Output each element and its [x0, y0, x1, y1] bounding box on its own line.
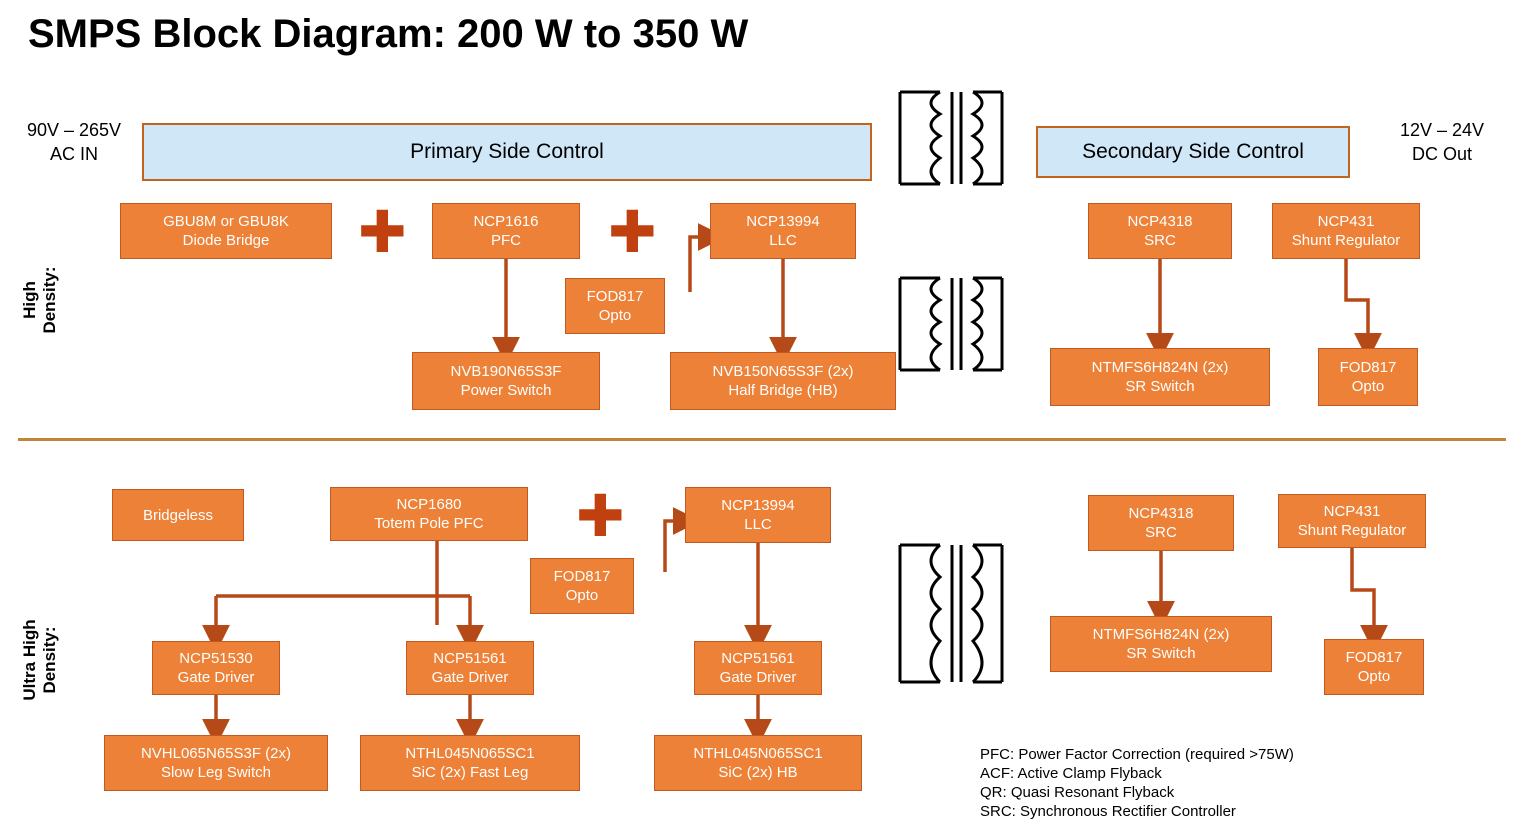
block-line2: Gate Driver — [719, 669, 797, 686]
plus-icon-row1-b: ✚ — [608, 198, 657, 266]
block-half-bridge[interactable] — [670, 352, 896, 410]
block-shunt-regulator[interactable] — [1272, 203, 1420, 259]
block-opto-secondary[interactable] — [1318, 348, 1418, 406]
block-line1: NCP1680 — [396, 496, 462, 513]
block-shunt-regulator-2[interactable] — [1278, 494, 1426, 548]
block-line1: NCP4318 — [1128, 505, 1194, 522]
block-line2: Shunt Regulator — [1291, 232, 1401, 249]
block-line2: Gate Driver — [177, 669, 255, 686]
block-line1: NCP1616 — [473, 213, 539, 230]
block-line1: FOD817 — [553, 568, 611, 585]
block-line2: Shunt Regulator — [1297, 522, 1407, 539]
block-bridgeless[interactable] — [112, 489, 244, 541]
row2-label-line2: Density: — [40, 626, 59, 694]
legend — [980, 745, 1294, 821]
block-line2: Power Switch — [460, 382, 552, 399]
row-label-ultra-high-density — [20, 580, 60, 740]
block-line2: SiC (2x) Fast Leg — [411, 764, 529, 781]
block-pfc-controller[interactable] — [432, 203, 580, 259]
block-line1: NCP431 — [1323, 503, 1381, 520]
block-line2: SRC — [1145, 524, 1177, 541]
block-line2: Diode Bridge — [182, 232, 270, 249]
block-line1: NVB190N65S3F — [450, 363, 562, 380]
block-totem-pole-pfc[interactable] — [330, 487, 528, 541]
secondary-side-control[interactable]: Secondary Side Control — [1036, 126, 1350, 178]
block-line1: FOD817 — [1345, 649, 1403, 666]
legend-item-qr: QR: Quasi Resonant Flyback — [980, 784, 1175, 801]
output-label-line1: 12V – 24V — [1399, 120, 1485, 140]
plus-icon-row1-a: ✚ — [358, 198, 407, 266]
legend-item-pfc: PFC: Power Factor Correction (required >75W) — [980, 746, 1294, 763]
block-line2: Gate Driver — [431, 669, 509, 686]
block-line2: Totem Pole PFC — [374, 515, 484, 532]
block-src-controller-2[interactable] — [1088, 495, 1234, 551]
block-line2: Opto — [565, 587, 599, 604]
block-line2: SR Switch — [1126, 645, 1196, 662]
row1-label-line1: High — [20, 281, 39, 319]
block-line1: GBU8M or GBU8K — [163, 213, 289, 230]
row1-label-line2: Density: — [40, 266, 59, 334]
block-line1: NCP4318 — [1127, 213, 1193, 230]
primary-side-control[interactable]: Primary Side Control — [142, 123, 872, 181]
section-divider — [18, 438, 1506, 441]
block-line1: NCP51561 — [721, 650, 795, 667]
block-line1: NCP13994 — [746, 213, 820, 230]
block-line2: PFC — [491, 232, 521, 249]
block-line2: Opto — [1351, 378, 1385, 395]
block-line1: FOD817 — [586, 288, 644, 305]
block-llc-controller-2[interactable] — [685, 487, 831, 543]
block-line1: Bridgeless — [142, 506, 214, 524]
block-llc-controller[interactable] — [710, 203, 856, 259]
plus-icon-row2: ✚ — [576, 482, 625, 550]
block-line2: Opto — [1357, 668, 1391, 685]
input-label-line2: AC IN — [49, 144, 98, 164]
block-line1: NCP13994 — [721, 497, 795, 514]
input-label — [8, 118, 140, 166]
block-power-switch[interactable] — [412, 352, 600, 410]
output-label — [1372, 118, 1512, 166]
block-opto-primary-2[interactable] — [530, 558, 634, 614]
block-src-controller[interactable] — [1088, 203, 1232, 259]
block-fast-leg-switch[interactable] — [360, 735, 580, 791]
block-gate-driver-hb[interactable] — [694, 641, 822, 695]
block-line1: NTHL045N065SC1 — [405, 745, 535, 762]
block-slow-leg-switch[interactable] — [104, 735, 328, 791]
input-label-line1: 90V – 265V — [26, 120, 122, 140]
block-line1: NVB150N65S3F (2x) — [712, 363, 854, 380]
page-title: SMPS Block Diagram: 200 W to 350 W — [28, 12, 749, 56]
block-line1: NCP431 — [1317, 213, 1375, 230]
block-line2: LLC — [769, 232, 797, 249]
block-gate-driver-fast[interactable] — [406, 641, 534, 695]
legend-item-acf: ACF: Active Clamp Flyback — [980, 765, 1162, 782]
block-line2: SR Switch — [1125, 378, 1195, 395]
block-line2: SRC — [1144, 232, 1176, 249]
block-line1: NCP51561 — [433, 650, 507, 667]
block-line2: Slow Leg Switch — [160, 764, 272, 781]
block-line1: NTMFS6H824N (2x) — [1091, 359, 1229, 376]
block-line2: Half Bridge (HB) — [728, 382, 838, 399]
block-line1: FOD817 — [1339, 359, 1397, 376]
block-line2: LLC — [744, 516, 772, 533]
block-sr-switch-2[interactable] — [1050, 616, 1272, 672]
block-line1: NCP51530 — [179, 650, 253, 667]
legend-item-src: SRC: Synchronous Rectifier Controller — [980, 803, 1236, 820]
block-sr-switch[interactable] — [1050, 348, 1270, 406]
block-line1: NVHL065N65S3F (2x) — [140, 745, 292, 762]
block-opto-secondary-2[interactable] — [1324, 639, 1424, 695]
block-gate-driver-slow[interactable] — [152, 641, 280, 695]
block-opto-primary[interactable] — [565, 278, 665, 334]
output-label-line2: DC Out — [1411, 144, 1472, 164]
block-line1: NTMFS6H824N (2x) — [1092, 626, 1230, 643]
block-line2: Opto — [598, 307, 632, 324]
block-hb-switch[interactable] — [654, 735, 862, 791]
block-diode-bridge[interactable] — [120, 203, 332, 259]
row2-label-line1: Ultra High — [20, 619, 39, 701]
row-label-high-density — [20, 240, 60, 360]
block-line1: NTHL045N065SC1 — [693, 745, 823, 762]
block-line2: SiC (2x) HB — [718, 764, 798, 781]
